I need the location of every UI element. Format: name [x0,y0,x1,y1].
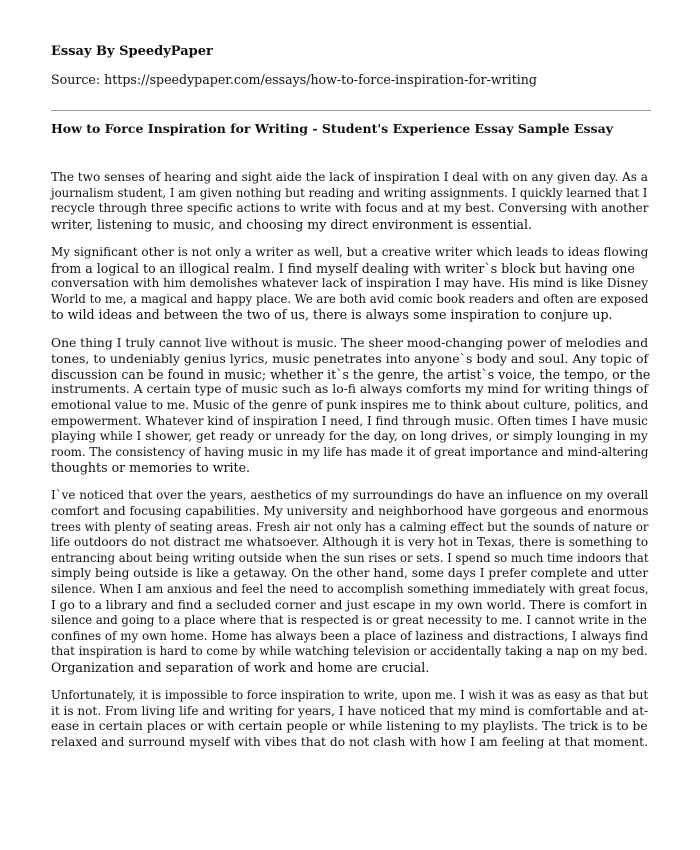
document-source-line: Source: https://speedypaper.com/essays/how-to-force-inspiration-for-writing [51,72,537,87]
essay-line: discussion can be found in music; whether it`s the genre, the artist`s voice, the tempo, or the [51,366,651,382]
essay-paragraph [51,336,651,476]
essay-line: empowerment. Whatever kind of inspiration I need, I find through music. Often times I have music [51,413,648,428]
essay-line: I go to a library and find a secluded corner and just escape in my own world. There is comfort in [51,597,648,612]
essay-line: Organization and separation of work and home are crucial. [51,660,430,675]
essay-paragraph [51,245,651,323]
essay-line: Unfortunately, it is impossible to force inspiration to write, upon me. I wish it was as easy as that but [51,688,649,703]
essay-line: The two senses of hearing and sight aide the lack of inspiration I deal with on any given day. As a [51,170,648,184]
essay-line: to wild ideas and between the two of us, there is always some inspiration to conjure up. [51,307,613,323]
essay-line: that inspiration is hard to come by while watching television or accidentally taking a nap on my bed. [51,644,648,659]
essay-line: playing while I shower, get ready or unready for the day, on long drives, or simply lounging in my [51,429,648,444]
essay-paragraph [51,488,651,675]
essay-paragraph [51,170,651,232]
essay-line: it is not. From living life and writing for years, I have noticed that my mind is comfortable and at- [51,703,649,718]
essay-line: writer, listening to music, and choosing my direct environment is essential. [51,216,533,232]
essay-line: entrancing about being writing outside when the sun rises or sets. I spend so much time indoors that [51,550,649,565]
essay-line: tones, to undeniably genius lyrics, music penetrates into anyone`s body and soul. Any topic of [51,351,649,367]
essay-line: silence and going to a place where that is respected is or great necessity to me. I cannot write in the [51,613,647,628]
essay-line: confines of my own home. Home has always been a place of laziness and distractions, I always find [51,628,649,643]
essay-line: life outdoors do not distract me whatsoever. Although it is very hot in Texas, there is something to [51,535,649,550]
essay-line: simply being outside is like a getaway. On the other hand, some days I prefer complete and utter [51,566,649,581]
essay-line: trees with plenty of seating areas. Fresh air not only has a calming effect but the sounds of nature or [51,519,649,534]
essay-line: comfort and focusing capabilities. My university and neighborhood have gorgeous and enormous [51,504,649,519]
essay-line: One thing I truly cannot live without is music. The sheer mood-changing power of melodies and [51,335,649,350]
essay-line: World to me, a magical and happy place. We are both avid comic book readers and often are exposed [51,291,649,306]
essay-line: My significant other is not only a writer as well, but a creative writer which leads to ideas flowing [51,244,649,259]
essay-line: relaxed and surround myself with vibes that do not clash with how I am feeling at that moment. [51,734,649,749]
essay-line: instruments. A certain type of music such as lo-fi always comforts my mind for writing things of [51,382,648,397]
essay-line: thoughts or memories to write. [51,460,251,476]
essay-line: ease in certain places or with certain people or while listening to my playlists. The trick is to be [51,719,648,734]
essay-line: conversation with him demolishes whatever lack of inspiration I may have. His mind is like Disney [51,276,648,291]
essay-line: I`ve noticed that over the years, aesthetics of my surroundings do have an influence on my overall [51,488,649,503]
essay-line: journalism student, I am given nothing but reading and writing assignments. I quickly learned that I [51,185,648,200]
document-header-title: Essay By SpeedyPaper [51,44,213,59]
header-divider [51,110,651,111]
essay-line: room. The consistency of having music in my life has made it of great importance and mind-altering [51,444,649,459]
essay-line: emotional value to me. Music of the genre of punk inspires me to think about culture, politics, and [51,397,649,412]
essay-body [51,170,651,763]
essay-paragraph [51,688,651,750]
essay-line: from a logical to an illogical realm. I find myself dealing with writer`s block but having one [51,260,635,276]
essay-title: How to Force Inspiration for Writing - Student's Experience Essay Sample Essay [51,121,613,136]
essay-line: silence. When I am anxious and feel the need to accomplish something immediately with great focus, [51,582,649,597]
essay-line: recycle through three specific actions to write with focus and at my best. Conversing with another [51,201,649,216]
